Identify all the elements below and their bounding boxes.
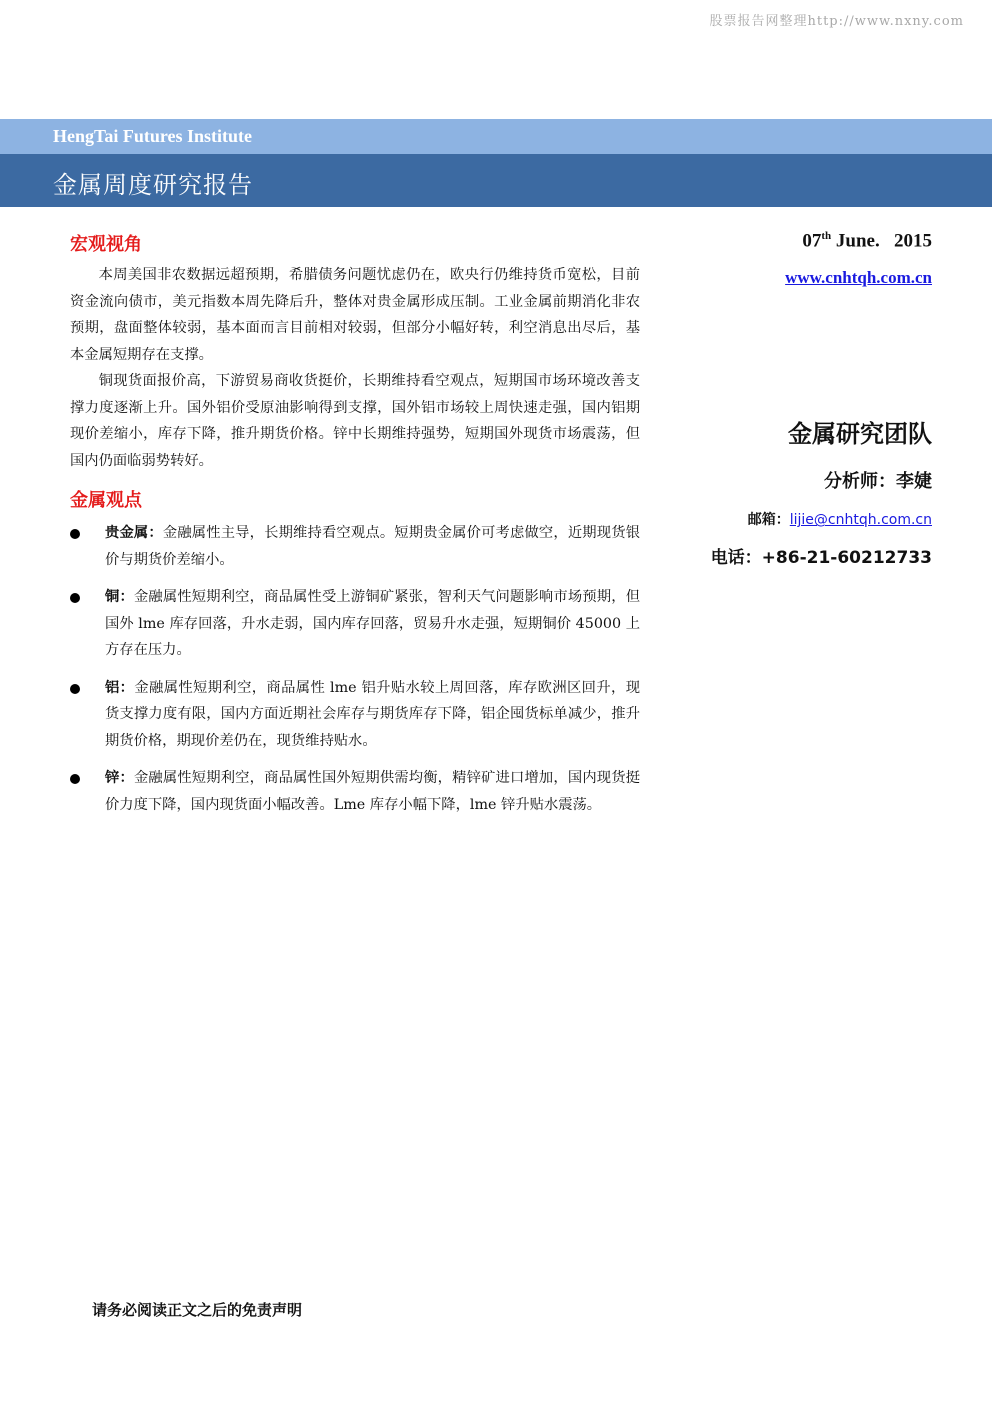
metal-item-aluminum: [70, 675, 640, 755]
metals-heading: 金属观点: [70, 490, 142, 511]
metal-item-zinc: [70, 765, 640, 818]
metal-text: 金融属性短期利空，商品属性国外短期供需均衡，精锌矿进口增加，国内现货挺价力度下降，国内现货面小幅改善。Lme 库存小幅下降，lme 锌升贴水震荡。: [105, 770, 641, 813]
bullet-icon: [70, 684, 80, 694]
header-band-institute: [0, 119, 992, 154]
main-content: [70, 230, 640, 829]
metal-keyword: 锌：: [105, 770, 134, 786]
metal-text: 金融属性短期利空，商品属性 lme 铝升贴水较上周回落，库存欧洲区回升，现货支撑力度有限，国内方面近期社会库存与期货库存下降，铝企囤货标单减少，推升期货价格，期现价差仍在，现货维持贴水。: [105, 679, 640, 749]
analyst-name: 分析师：李婕: [824, 471, 932, 493]
metal-keyword: 铝：: [105, 679, 135, 696]
bullet-icon: [70, 593, 80, 603]
disclaimer: 请务必阅读正文之后的免责声明: [92, 1301, 303, 1319]
bullet-icon: [70, 774, 80, 784]
macro-heading: 宏观视角: [70, 234, 142, 255]
report-title: 金属周度研究报告: [53, 171, 253, 199]
email-row: [632, 509, 932, 529]
report-date: [632, 230, 932, 252]
metals-list: [70, 520, 640, 818]
macro-body: [70, 262, 640, 474]
metal-keyword: 铜：: [105, 589, 134, 605]
sidebar: [632, 230, 932, 568]
metal-keyword: 贵金属：: [105, 525, 163, 541]
website-link[interactable]: www.cnhtqh.com.cn: [785, 268, 932, 288]
phone-number: 电话：+86-21-60212733: [710, 548, 932, 569]
header-band-title: [0, 154, 992, 207]
team-name: 金属研究团队: [788, 420, 932, 449]
institute-name: HengTai Futures Institute: [53, 126, 253, 146]
metal-text: 金融属性短期利空，商品属性受上游铜矿紧张，智利天气问题影响市场预期，但国外 lme 库存回落，升水走弱，国内库存回落，贸易升水走强，短期铜价 45000 上方存在压力。: [105, 589, 641, 658]
watermark: 股票报告网整理http://www.nxny.com: [709, 14, 964, 29]
metal-item-precious: [70, 520, 640, 573]
date-rest: June. 2015: [831, 230, 932, 252]
macro-paragraph: 铜现货面报价高，下游贸易商收货挺价，长期维持看空观点，短期国市场环境改善支撑力度逐渐上升。国外铝价受原油影响得到支撑，国外铝市场较上周快速走强，国内铝期现价差缩小，库存下降，推升期货价格。锌中长期维持强势，短期国外现货市场震荡，但国内仍面临弱势转好。: [70, 373, 640, 469]
metal-text: 金融属性主导，长期维持看空观点。短期贵金属价可考虑做空，近期现货银价与期货价差缩小。: [105, 525, 640, 568]
metal-item-copper: [70, 584, 640, 664]
email-link[interactable]: lijie@cnhtqh.com.cn: [789, 512, 932, 529]
email-label: 邮箱：: [747, 512, 790, 529]
date-suffix: th: [821, 230, 832, 242]
bullet-icon: [70, 529, 80, 539]
date-day: 07: [802, 230, 822, 252]
macro-paragraph: 本周美国非农数据远超预期，希腊债务问题忧虑仍在，欧央行仍维持货币宽松，目前资金流向债市，美元指数本周先降后升，整体对贵金属形成压制。工业金属前期消化非农预期，盘面整体较弱，基本面而言目前相对较弱，但部分小幅好转，利空消息出尽后，基本金属短期存在支撑。: [70, 267, 640, 363]
